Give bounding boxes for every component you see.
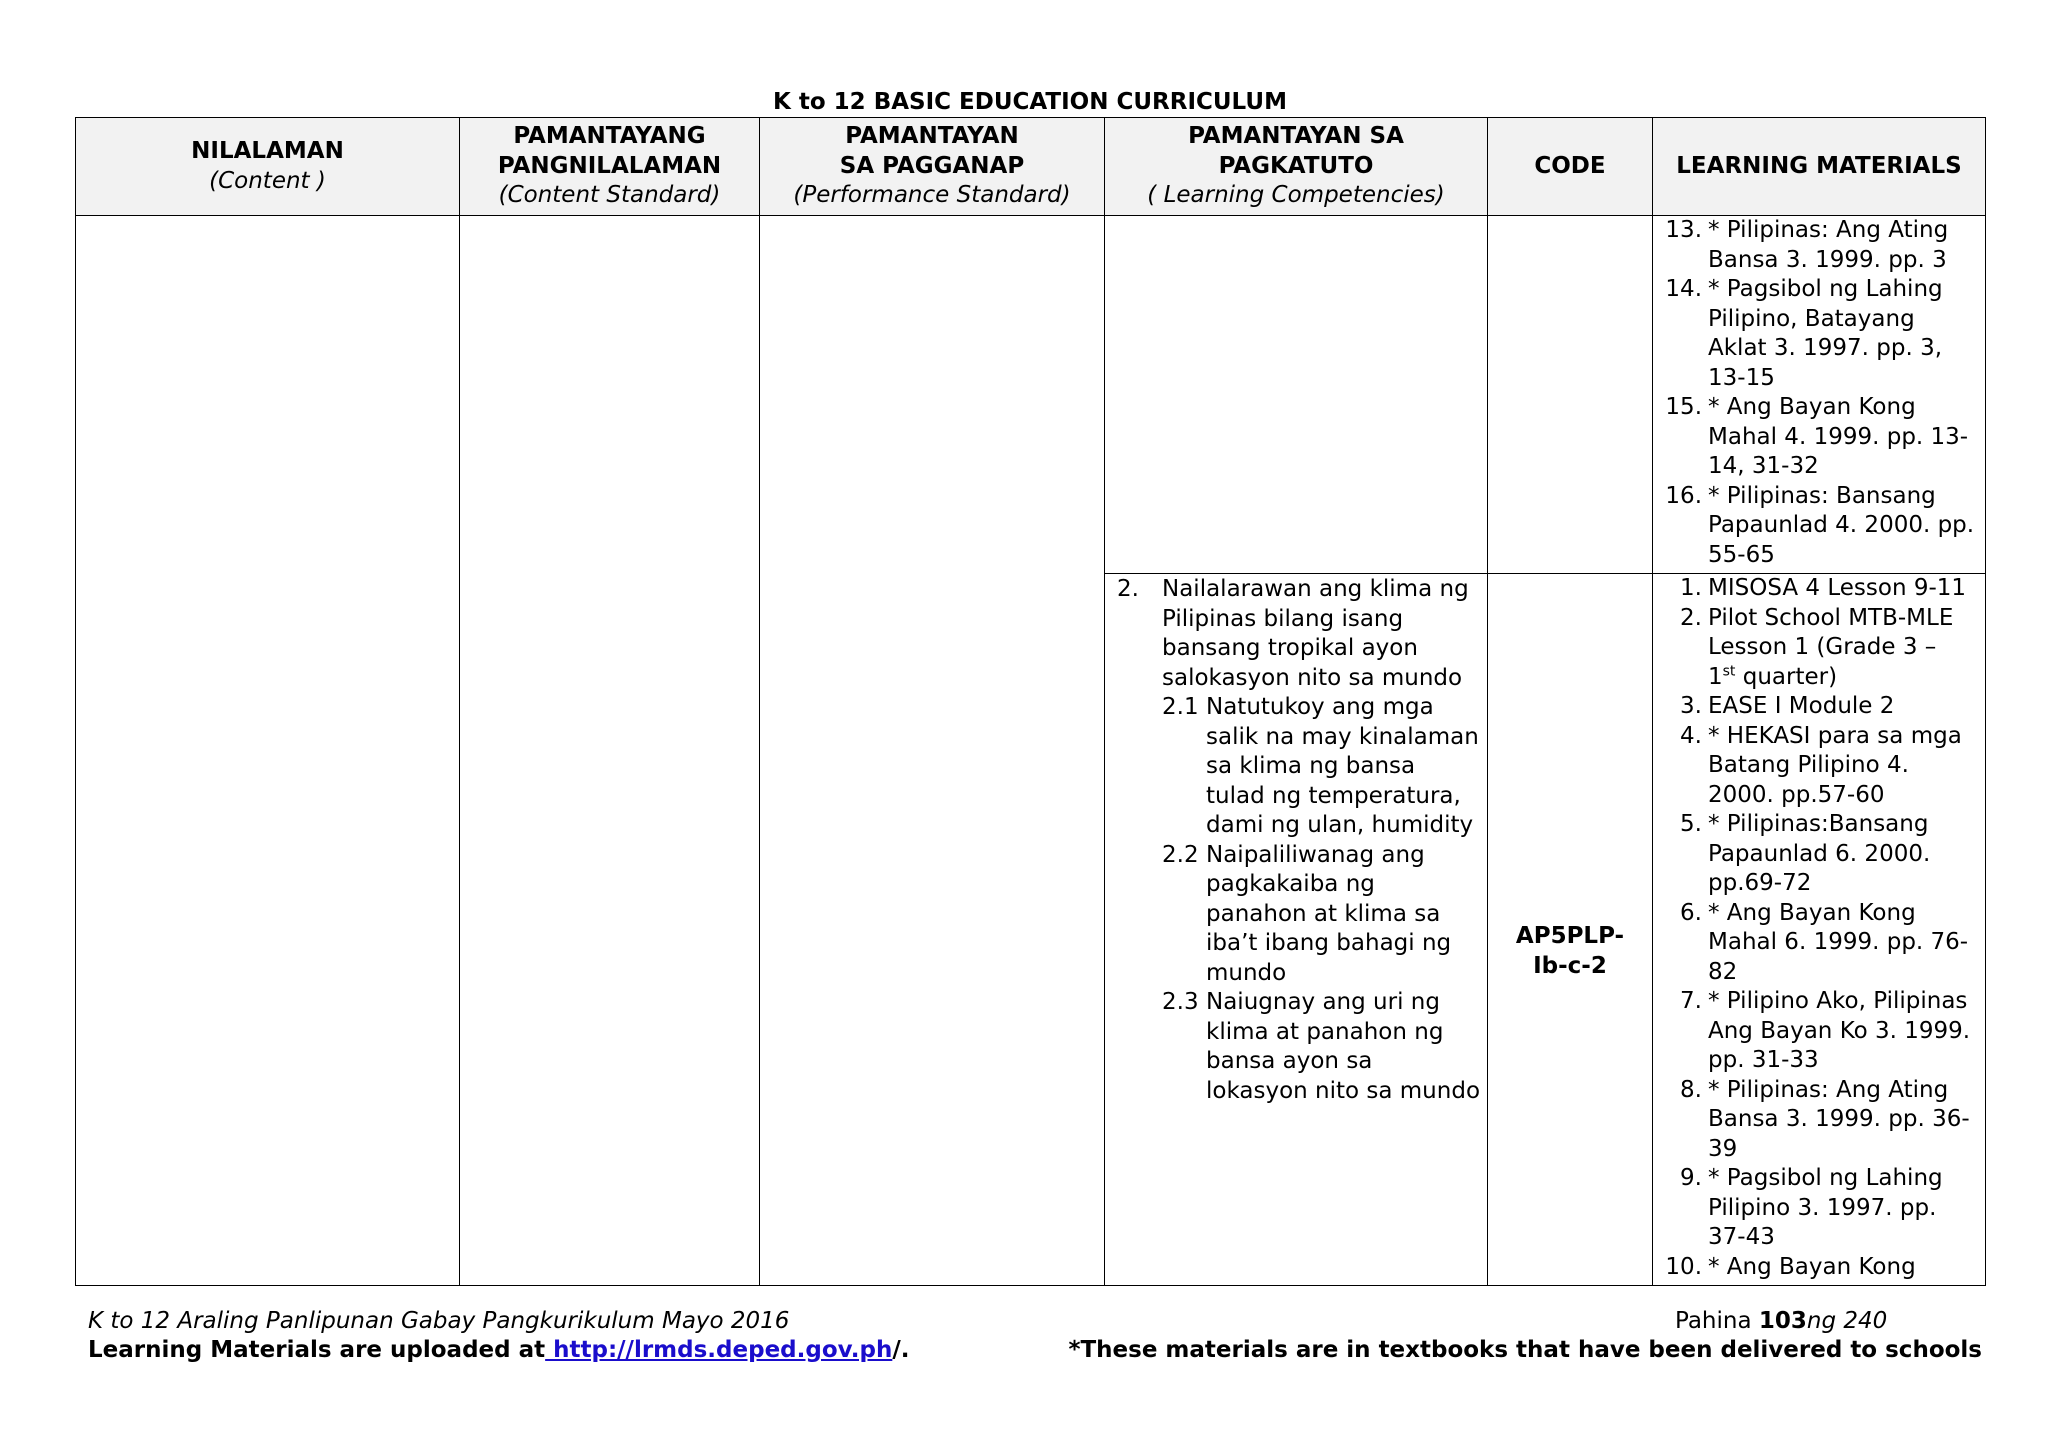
list-item: 14. * Pagsibol ng Lahing Pilipino, Batayang Aklat 3. 1997. pp. 3, 13-15 xyxy=(1665,276,1943,391)
header-performance-standard: PAMANTAYAN SA PAGGANAP (Performance Standard) xyxy=(760,118,1105,216)
list-item: 3. EASE I Module 2 xyxy=(1680,693,1895,719)
list-item: 1. MISOSA 4 Lesson 9-11 xyxy=(1680,575,1967,601)
header-content-standard: PAMANTAYANG PANGNILALAMAN (Content Standard) xyxy=(460,118,760,216)
content-standard-cell xyxy=(460,216,760,1286)
code-cell-empty xyxy=(1488,216,1653,574)
table-row xyxy=(76,216,1986,574)
header-learning-competencies: PAMANTAYAN SA PAGKATUTO ( Learning Competencies) xyxy=(1105,118,1488,216)
list-item: 16. * Pilipinas: Bansang Papaunlad 4. 2000. pp. 55-65 xyxy=(1665,482,1975,568)
competency-code: AP5PLP- Ib-c-2 xyxy=(1515,923,1625,979)
code-cell xyxy=(1488,574,1653,1286)
list-item: 2.2 Naipaliliwanag ang pagkakaiba ng panahon at klima sa iba’t ibang bahagi ng mundo xyxy=(1162,841,1452,986)
materials-list xyxy=(1653,216,1985,570)
competency-cell xyxy=(1105,574,1488,1286)
list-item: 10. * Ang Bayan Kong xyxy=(1665,1253,1916,1280)
list-item: 6. * Ang Bayan Kong Mahal 6. 1999. pp. 76-82 xyxy=(1680,899,1969,985)
lrmds-link[interactable]: http://lrmds.deped.gov.ph xyxy=(545,1337,893,1363)
list-item: 8. * Pilipinas: Ang Ating Bansa 3. 1999. pp. 36-39 xyxy=(1680,1076,1970,1162)
performance-standard-cell xyxy=(760,216,1105,1286)
list-item: 15. * Ang Bayan Kong Mahal 4. 1999. pp. 13-14, 31-32 xyxy=(1665,394,1969,479)
list-item: 9. * Pagsibol ng Lahing Pilipino 3. 1997. pp. 37-43 xyxy=(1680,1165,1943,1250)
header-code: CODE xyxy=(1488,118,1653,216)
header-content: NILALAMAN (Content ) xyxy=(76,118,460,216)
competency-main: 2. Nailalarawan ang klima ng Pilipinas bilang isang bansang tropikal ayon salokasyon nito sa mundo xyxy=(1117,576,1469,691)
list-item: 2. Pilot School MTB-MLE Lesson 1 (Grade 3 – 1st quarter) xyxy=(1680,604,1954,690)
footer-upload-note: Learning Materials are uploaded at http://lrmds.deped.gov.ph/. xyxy=(88,1337,910,1363)
materials-cell xyxy=(1653,574,1986,1286)
footer-guide-title: K to 12 Araling Panlipunan Gabay Pangkurikulum Mayo 2016 xyxy=(88,1308,790,1334)
document-title: K to 12 BASIC EDUCATION CURRICULUM xyxy=(773,89,1287,115)
header-learning-materials: LEARNING MATERIALS xyxy=(1653,118,1986,216)
footer-textbook-note: *These materials are in textbooks that have been delivered to schools xyxy=(1068,1337,1982,1363)
competency-cell-empty xyxy=(1105,216,1488,574)
page-number: Pahina 103ng 240 xyxy=(1675,1308,1888,1334)
header-row xyxy=(76,118,1986,216)
materials-list xyxy=(1653,574,1985,1282)
list-item: 13. * Pilipinas: Ang Ating Bansa 3. 1999. pp. 3 xyxy=(1665,217,1949,273)
sub-competency-list xyxy=(1105,693,1487,1106)
curriculum-table xyxy=(75,117,1986,1286)
list-item: 2.3 Naiugnay ang uri ng klima at panahon ng bansa ayon sa lokasyon nito sa mundo xyxy=(1162,989,1481,1104)
list-item: 5. * Pilipinas:Bansang Papaunlad 6. 2000. pp.69-72 xyxy=(1680,811,1931,896)
materials-cell xyxy=(1653,216,1986,574)
content-cell xyxy=(76,216,460,1286)
list-item: 4. * HEKASI para sa mga Batang Pilipino 4. 2000. pp.57-60 xyxy=(1680,722,1962,808)
list-item: 7. * Pilipino Ako, Pilipinas Ang Bayan Ko 3. 1999. pp. 31-33 xyxy=(1680,988,1971,1073)
list-item: 2.1 Natutukoy ang mga salik na may kinalaman sa klima ng bansa tulad ng temperatura, dami ng ulan, humidity xyxy=(1162,694,1479,838)
